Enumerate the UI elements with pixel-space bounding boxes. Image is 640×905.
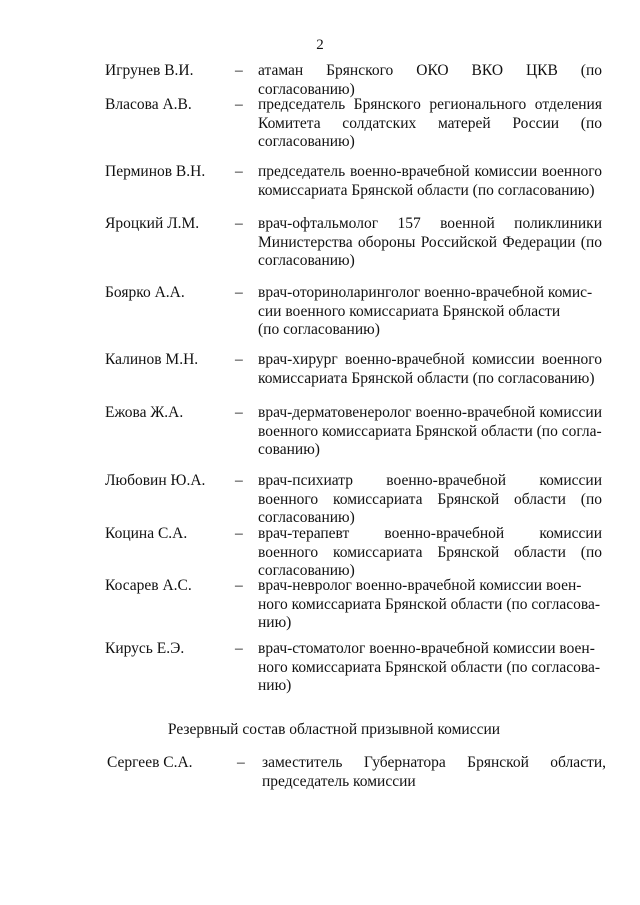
member-name: Игрунев В.И. [105, 62, 194, 79]
member-dash: – [237, 754, 245, 771]
member-description: врач-дерматовенеролог военно-врачебной комиссии военного комиссариата Брянской области (по согла- сованию) [258, 404, 602, 458]
member-description: врач-терапевт военно-врачебной комиссии военного комиссариата Брянской области (по согласованию) [258, 525, 602, 579]
member-dash: – [235, 404, 243, 421]
section-title: Резервный состав областной призывной комиссии [167, 721, 501, 738]
member-dash: – [235, 640, 243, 657]
member-name: Яроцкий Л.М. [105, 215, 200, 232]
member-name: Коцина С.А. [105, 525, 188, 542]
member-name: Косарев А.С. [105, 577, 192, 594]
member-dash: – [235, 351, 243, 368]
member-name: Власова А.В. [105, 96, 192, 113]
member-description: председатель Брянского регионального отделения Комитета солдатских матерей России (по согласованию) [258, 96, 602, 150]
member-dash: – [235, 96, 243, 113]
member-description: председатель военно-врачебной комиссии военного комиссариата Брянской области (по согласованию) [258, 163, 602, 199]
member-dash: – [235, 525, 243, 542]
member-dash: – [235, 284, 243, 301]
member-dash: – [235, 163, 243, 180]
member-name: Боярко А.А. [105, 284, 185, 301]
member-description: врач-стоматолог военно-врачебной комиссии воен- ного комиссариата Брянской области (по согласова- нию) [258, 640, 600, 694]
member-dash: – [235, 472, 243, 489]
member-description: атаман Брянского ОКО ВКО ЦКВ (по согласованию) [258, 62, 602, 98]
member-name: Сергеев С.А. [107, 754, 193, 771]
member-name: Кирусь Е.Э. [105, 640, 185, 657]
member-description: врач-психиатр военно-врачебной комиссии военного комиссариата Брянской области (по согласованию) [258, 472, 602, 526]
page-number: 2 [316, 37, 324, 53]
member-description: врач-оториноларинголог военно-врачебной комис- сии военного комиссариата Брянской области (по согласованию) [258, 284, 593, 338]
member-description: врач-невролог военно-врачебной комиссии воен- ного комиссариата Брянской области (по согласова- нию) [258, 577, 600, 631]
member-description: заместитель Губернатора Брянской области, председатель комиссии [262, 754, 606, 790]
member-description: врач-хирург военно-врачебной комиссии военного комиссариата Брянской области (по согласованию) [258, 351, 602, 387]
member-dash: – [235, 577, 243, 594]
member-dash: – [235, 215, 243, 232]
member-name: Любовин Ю.А. [105, 472, 206, 489]
member-dash: – [235, 62, 243, 79]
member-name: Перминов В.Н. [105, 163, 206, 180]
member-name: Ежова Ж.А. [105, 404, 184, 421]
member-name: Калинов М.Н. [105, 351, 199, 368]
member-description: врач-офтальмолог 157 военной поликлиники Министерства обороны Российской Федерации (по согласованию) [258, 215, 602, 269]
